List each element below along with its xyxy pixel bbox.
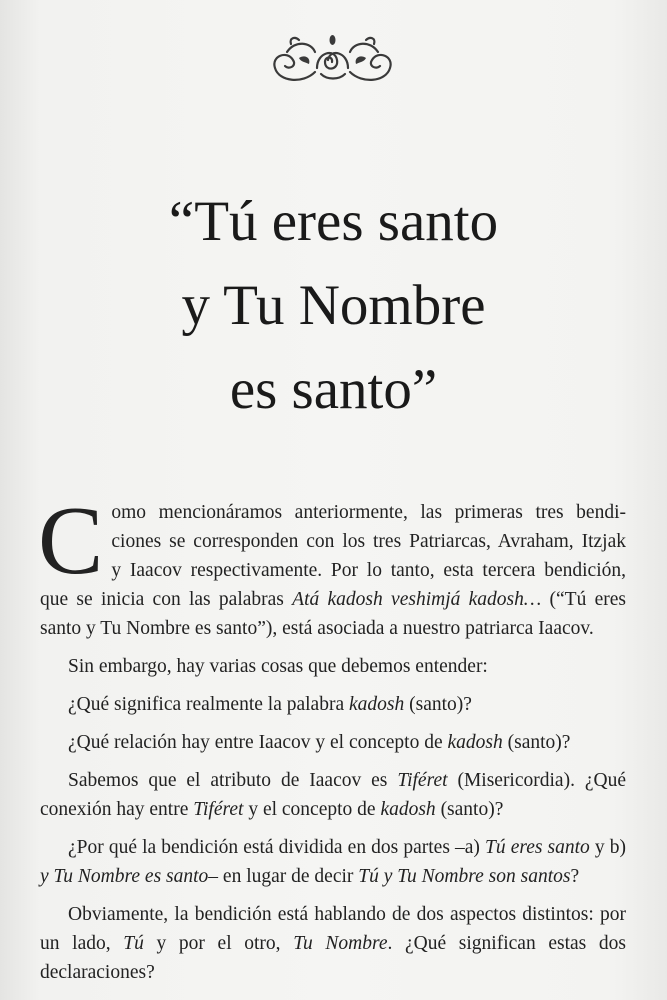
paragraph-4 (40, 728, 626, 757)
p1-line-2: ciones se corresponden con los tres Patriarcas, Avraham, Itzjak (111, 531, 626, 552)
drop-cap: C (38, 487, 104, 595)
title-line-1: “Tú eres santo (168, 190, 499, 253)
p7-italic: Tu Nombre (293, 933, 388, 954)
chapter-title (0, 180, 667, 432)
p4-italic: kadosh (447, 732, 503, 753)
p6-text: y (589, 837, 605, 858)
p5-text: (Misericordia). ¿Qué (447, 770, 627, 791)
paragraph-2: Sin embargo, hay varias cosas que debemos entender: (68, 656, 488, 677)
p1-line-5: santo y Tu Nombre es santo”), está asociada a nuestro patriarca Iaacov. (40, 618, 594, 639)
p6-text: – en lugar de decir (208, 866, 359, 887)
paragraph-3 (40, 690, 626, 719)
title-line-3: es santo” (229, 358, 438, 421)
p6-text: ¿Por qué la bendición está dividida en dos partes –a) (68, 837, 485, 858)
p1-text: (“Tú eres (541, 589, 626, 610)
p5-text: Sabemos que el atributo de Iaacov es (68, 770, 398, 791)
p1-line-4 (40, 585, 626, 614)
p1-text: que se inicia con las palabras (40, 589, 293, 610)
p6-italic: y Tu Nombre es santo (40, 866, 209, 887)
p5-text: (santo)? (435, 799, 504, 820)
paragraph-7 (40, 900, 626, 987)
p7-text: declaraciones? (40, 962, 155, 983)
p3-italic: kadosh (348, 694, 405, 715)
paragraph-6 (40, 833, 626, 891)
p6-italic: Tú y Tu Nombre son santos (358, 866, 571, 887)
title-line-2: y Tu Nombre (181, 274, 486, 337)
flourish-ornament-icon (265, 28, 400, 88)
p7-text: . ¿Qué significan estas dos (387, 933, 626, 954)
p5-italic: Tiféret (193, 799, 244, 820)
p7-italic: Tú (123, 933, 144, 954)
p1-italic: Atá kadosh veshimjá kadosh… (292, 589, 542, 610)
p6-italic: Tú eres santo (485, 837, 590, 858)
p4-text: ¿Qué relación hay entre Iaacov y el concepto de (68, 732, 448, 753)
p5-italic: kadosh (380, 799, 436, 820)
p3-text: ¿Qué significa realmente la palabra (68, 694, 349, 715)
p7-text: y por el otro, (143, 933, 294, 954)
p4-text: (santo)? (502, 732, 571, 753)
p6-text: ? (570, 866, 580, 887)
p6-text: b) (609, 837, 627, 858)
p5-text: y el concepto de (243, 799, 381, 820)
p5-italic: Tiféret (397, 770, 448, 791)
p7-text: por un lado, (40, 904, 627, 954)
p5-text: conexión hay entre (40, 799, 194, 820)
body-text (38, 487, 627, 987)
paragraph-5 (40, 766, 626, 824)
paragraph-1 (38, 487, 626, 643)
p1-line-3: y Iaacov respectivamente. Por lo tanto, esta tercera bendición, (111, 560, 626, 581)
p7-text: Obviamente, la bendición está hablando de dos aspectos distintos: (68, 904, 594, 925)
p1-line-1: omo mencionáramos anteriormente, las primeras tres bendi- (111, 502, 626, 523)
p3-text: (santo)? (404, 694, 472, 715)
